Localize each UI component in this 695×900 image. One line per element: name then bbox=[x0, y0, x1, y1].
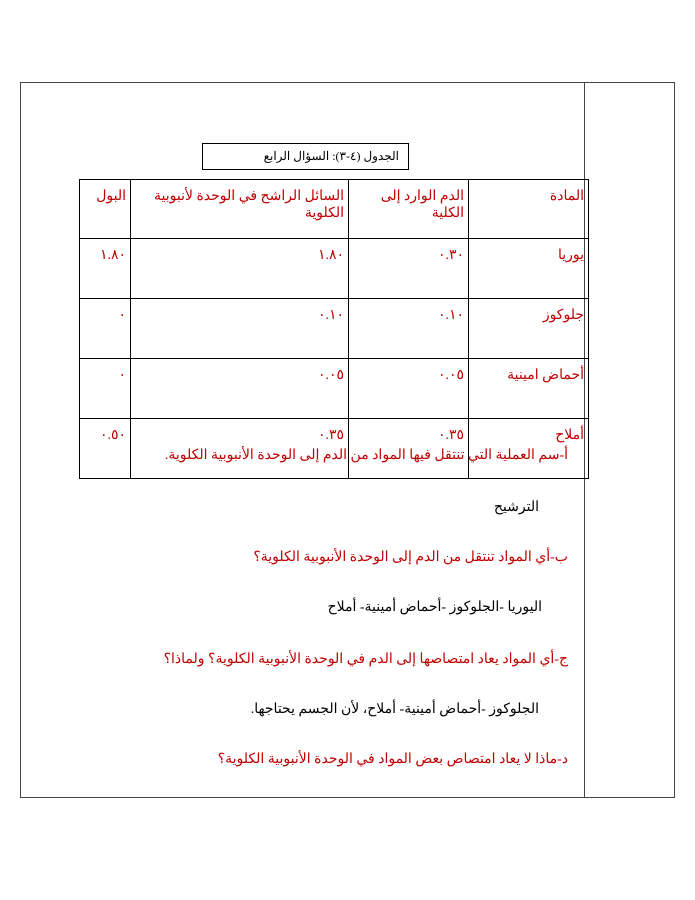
table-caption: الجدول (٤-٣): السؤال الرابع bbox=[202, 143, 409, 170]
cell-blood: ٠.١٠ bbox=[349, 299, 469, 359]
answer-c: الجلوكوز -أحماض أمينية- أملاح، لأن الجسم يحتاجها. bbox=[250, 702, 539, 717]
table-row bbox=[80, 299, 589, 359]
cell-filtrate: ١.٨٠ bbox=[131, 239, 349, 299]
question-d: د-ماذا لا يعاد امتصاص بعض المواد في الوحدة الأنبوبية الكلوية؟ bbox=[217, 752, 568, 767]
header-substance: المادة bbox=[469, 180, 589, 239]
cell-blood: ٠.٣٥ bbox=[349, 419, 469, 479]
table-row bbox=[80, 359, 589, 419]
cell-substance: جلوكوز bbox=[469, 299, 589, 359]
cell-blood: ٠.٠٥ bbox=[349, 359, 469, 419]
answer-b: اليوريا -الجلوكوز -أحماض أمينية- أملاح bbox=[327, 600, 542, 615]
question-a: أ-سم العملية التي تنتقل فيها المواد من الدم إلى الوحدة الأنبوبية الكلوية. bbox=[164, 448, 568, 463]
answer-a: الترشيح bbox=[493, 500, 539, 515]
cell-filtrate: ٠.١٠ bbox=[131, 299, 349, 359]
header-urine: البول bbox=[80, 180, 131, 239]
cell-urine: ١.٨٠ bbox=[80, 239, 131, 299]
table-row bbox=[80, 239, 589, 299]
cell-blood: ٠.٣٠ bbox=[349, 239, 469, 299]
cell-filtrate: ٠.٠٥ bbox=[131, 359, 349, 419]
question-b: ب-أي المواد تنتقل من الدم إلى الوحدة الأنبوبية الكلوية؟ bbox=[253, 550, 568, 565]
cell-urine: ٠.٥٠ bbox=[80, 419, 131, 479]
cell-substance: أحماض امينية bbox=[469, 359, 589, 419]
table-header-row bbox=[80, 180, 589, 239]
header-blood: الدم الوارد إلى الكلية bbox=[349, 180, 469, 239]
data-table bbox=[79, 179, 589, 479]
cell-substance: أملاح bbox=[469, 419, 589, 479]
cell-urine: ٠ bbox=[80, 359, 131, 419]
cell-urine: ٠ bbox=[80, 299, 131, 359]
cell-filtrate: ٠.٣٥ bbox=[131, 419, 349, 479]
question-c: ج-أي المواد يعاد امتصاصها إلى الدم في الوحدة الأنبوبية الكلوية؟ ولماذا؟ bbox=[163, 652, 568, 667]
header-filtrate: السائل الراشح في الوحدة لأنبوبية الكلوية bbox=[131, 180, 349, 239]
cell-substance: يوريا bbox=[469, 239, 589, 299]
